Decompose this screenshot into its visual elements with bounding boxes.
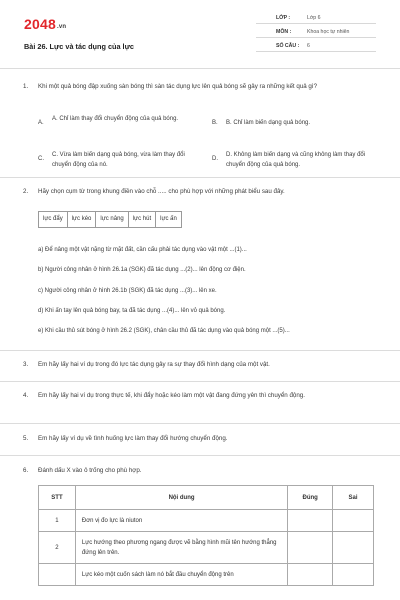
- meta-key: SỐ CÂU :: [276, 43, 300, 49]
- question-text: Em hãy lấy ví dụ về tình huống lực làm thay đổi hướng chuyển động.: [38, 435, 228, 442]
- column-header: Đúng: [288, 486, 333, 510]
- false-checkbox-cell[interactable]: [333, 532, 374, 564]
- row-content: Lực kéo một cuốn sách làm nó bắt đầu chuyển động trên: [75, 564, 287, 586]
- table-row: [39, 532, 374, 564]
- row-number: 1: [39, 510, 76, 532]
- word-bank: [38, 211, 182, 228]
- meta-key: MÔN :: [276, 29, 292, 35]
- table-header-row: [39, 486, 374, 510]
- option-text: D. Không làm biến dạng và cũng không làm thay đổi chuyển động của quả bóng.: [226, 152, 366, 168]
- header-divider: [0, 68, 400, 69]
- option-letter: C.: [38, 156, 44, 162]
- meta-key: LỚP :: [276, 15, 291, 21]
- question-text: Khi một quả bóng đập xuống sàn bóng thì sàn tác dụng lực lên quả bóng sẽ gây ra những kết quả gì?: [38, 83, 318, 90]
- meta-value: 6: [307, 43, 310, 49]
- column-header: STT: [39, 486, 76, 510]
- worksheet-title: Bài 26. Lực và tác dụng của lực: [24, 42, 134, 51]
- question-number: 3.: [23, 361, 29, 368]
- question-text: Em hãy lấy hai ví dụ trong đó lực tác dụng gây ra sự thay đổi hình dạng của một vật.: [38, 361, 270, 368]
- word-bank-item: lực kéo: [68, 212, 97, 227]
- question-text: Em hãy lấy hai ví dụ trong thực tế, khi đẩy hoặc kéo làm một vật đang đứng yên thì chuyển động.: [38, 392, 305, 399]
- meta-row-class: [256, 10, 376, 24]
- row-number: 2: [39, 532, 76, 564]
- question-number: 4.: [23, 392, 29, 399]
- option-letter: D.: [212, 156, 218, 162]
- question-number: 6.: [23, 467, 29, 474]
- question-divider: [0, 177, 400, 178]
- meta-row-subject: [256, 24, 376, 38]
- logo-main: 2048: [24, 16, 56, 32]
- table-row: [39, 510, 374, 532]
- fill-sentence-c: c) Người công nhân ở hình 26.1b (SGK) đã tác dụng ...(3)... lên xe.: [38, 288, 217, 294]
- column-header: Sai: [333, 486, 374, 510]
- question-number: 5.: [23, 435, 29, 442]
- fill-sentence-a: a) Để nâng một vật nặng từ mặt đất, cần cấu phải tác dụng vào vật một ...(1)...: [38, 247, 247, 253]
- column-header: Nội dung: [75, 486, 287, 510]
- question-text: Hãy chọn cụm từ trong khung điền vào chỗ ..... cho phù hợp với những phát biểu sau đây.: [38, 188, 285, 195]
- meta-value: Lớp 6: [307, 15, 321, 21]
- question-divider: [0, 350, 400, 351]
- meta-value: Khoa học tự nhiên: [307, 29, 350, 35]
- option-text: A. Chỉ làm thay đổi chuyển động của quả bóng.: [52, 116, 179, 122]
- table-row: [39, 564, 374, 586]
- option-text: B. Chỉ làm biến dạng quả bóng.: [226, 120, 311, 126]
- true-checkbox-cell[interactable]: [288, 532, 333, 564]
- false-checkbox-cell[interactable]: [333, 564, 374, 586]
- logo-suffix: .vn: [56, 24, 67, 30]
- fill-sentence-e: e) Khi cầu thủ sút bóng ở hình 26.2 (SGK), chân cầu thủ đã tác dụng vào quả bóng một ...(5)...: [38, 328, 290, 334]
- true-checkbox-cell[interactable]: [288, 564, 333, 586]
- row-content: Đơn vị đo lực là niuton: [75, 510, 287, 532]
- option-letter: A.: [38, 120, 44, 126]
- question-divider: [0, 423, 400, 424]
- row-content: Lực hướng theo phương ngang được vẽ bằng hình mũi tên hướng thẳng đứng lên trên.: [75, 532, 287, 564]
- meta-table: [256, 10, 376, 52]
- true-checkbox-cell[interactable]: [288, 510, 333, 532]
- fill-sentence-b: b) Người công nhân ở hình 26.1a (SGK) đã tác dụng ...(2)... lên động cơ điện.: [38, 267, 246, 273]
- word-bank-item: lực đẩy: [39, 212, 68, 227]
- meta-row-question-count: [256, 38, 376, 52]
- worksheet-header: [24, 10, 376, 62]
- true-false-table: [38, 485, 374, 586]
- question-number: 2.: [23, 188, 29, 195]
- question-number: 1.: [23, 83, 29, 90]
- option-text: C. Vừa làm biến dạng quả bóng, vừa làm thay đổi chuyển động của nó.: [52, 152, 185, 168]
- fill-sentence-d: d) Khi ấn tay lên quả bóng bay, ta đã tác dụng ...(4)... lên vỏ quả bóng.: [38, 308, 226, 314]
- question-text: Đánh dấu X vào ô trống cho phù hợp.: [38, 467, 142, 474]
- word-bank-item: lực ấn: [160, 216, 177, 222]
- word-bank-item: lực nâng: [96, 212, 128, 227]
- false-checkbox-cell[interactable]: [333, 510, 374, 532]
- word-bank-item: lực hút: [129, 212, 156, 227]
- site-logo[interactable]: [24, 16, 66, 32]
- option-letter: B.: [212, 120, 218, 126]
- question-divider: [0, 455, 400, 456]
- question-divider: [0, 381, 400, 382]
- row-number: [39, 564, 76, 586]
